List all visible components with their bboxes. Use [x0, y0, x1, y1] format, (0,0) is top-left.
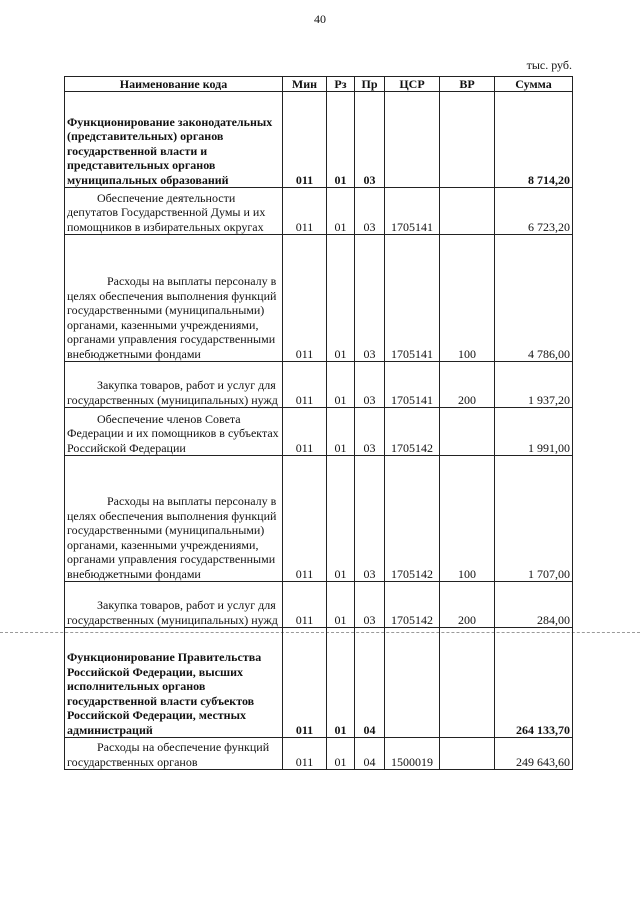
table-row [65, 456, 573, 582]
row-csr: 1705142 [385, 408, 440, 456]
row-rz: 01 [327, 582, 355, 628]
row-vr [440, 408, 495, 456]
row-name: Расходы на выплаты персоналу в целях обеспечения выполнения функций государственными (муниципальными) органами, казенными учреждениями, органами управления государственными внебюджетными фондами [65, 456, 283, 582]
row-vr: 200 [440, 582, 495, 628]
row-min: 011 [283, 188, 327, 235]
row-rz: 01 [327, 408, 355, 456]
row-sum: 1 707,00 [495, 456, 573, 582]
row-vr: 200 [440, 362, 495, 408]
row-rz: 01 [327, 235, 355, 362]
budget-table [64, 76, 573, 770]
row-vr [440, 738, 495, 770]
row-csr [385, 92, 440, 188]
header-rz: Рз [327, 77, 355, 92]
row-sum: 8 714,20 [495, 92, 573, 188]
row-rz: 01 [327, 362, 355, 408]
page-number: 40 [314, 12, 326, 26]
row-sum: 264 133,70 [495, 628, 573, 738]
row-name: Расходы на обеспечение функций государственных органов [65, 738, 283, 770]
row-sum: 1 937,20 [495, 362, 573, 408]
row-csr: 1500019 [385, 738, 440, 770]
row-name: Функционирование законодательных (представительных) органов государственной власти и представительных органов муниципальных образований [65, 92, 283, 188]
header-pr: Пр [355, 77, 385, 92]
row-min: 011 [283, 408, 327, 456]
row-name: Расходы на выплаты персоналу в целях обеспечения выполнения функций государственными (муниципальными) органами, казенными учреждениями, органами управления государственными внебюджетными фондами [65, 235, 283, 362]
row-vr: 100 [440, 235, 495, 362]
row-rz: 01 [327, 456, 355, 582]
table-row [65, 362, 573, 408]
row-pr: 04 [355, 738, 385, 770]
header-sum: Сумма [495, 77, 573, 92]
row-sum: 249 643,60 [495, 738, 573, 770]
row-min: 011 [283, 738, 327, 770]
header-csr: ЦСР [385, 77, 440, 92]
row-rz: 01 [327, 738, 355, 770]
table-row [65, 92, 573, 188]
row-vr [440, 92, 495, 188]
table-row [65, 628, 573, 738]
row-pr: 03 [355, 92, 385, 188]
row-vr: 100 [440, 456, 495, 582]
row-pr: 03 [355, 188, 385, 235]
row-csr: 1705141 [385, 362, 440, 408]
row-min: 011 [283, 628, 327, 738]
table-row [65, 408, 573, 456]
table-row [65, 582, 573, 628]
row-csr: 1705141 [385, 235, 440, 362]
row-name: Обеспечение деятельности депутатов Государственной Думы и их помощников в избирательных округах [65, 188, 283, 235]
row-name: Закупка товаров, работ и услуг для государственных (муниципальных) нужд [65, 582, 283, 628]
row-csr: 1705142 [385, 582, 440, 628]
row-name: Закупка товаров, работ и услуг для государственных (муниципальных) нужд [65, 362, 283, 408]
table-row [65, 188, 573, 235]
row-vr [440, 628, 495, 738]
table-header-row [65, 77, 573, 92]
row-rz: 01 [327, 92, 355, 188]
row-vr [440, 188, 495, 235]
row-pr: 03 [355, 456, 385, 582]
row-csr [385, 628, 440, 738]
row-pr: 03 [355, 408, 385, 456]
table-row [65, 738, 573, 770]
row-pr: 03 [355, 582, 385, 628]
table-row [65, 235, 573, 362]
row-name: Функционирование Правительства Российской Федерации, высших исполнительных органов государственной власти субъектов Российской Федерации, местных администраций [65, 628, 283, 738]
row-min: 011 [283, 582, 327, 628]
row-sum: 284,00 [495, 582, 573, 628]
row-name: Обеспечение членов Совета Федерации и их помощников в субъектах Российской Федерации [65, 408, 283, 456]
row-sum: 6 723,20 [495, 188, 573, 235]
row-min: 011 [283, 362, 327, 408]
row-sum: 1 991,00 [495, 408, 573, 456]
unit-label: тыс. руб. [526, 58, 572, 72]
header-name: Наименование кода [65, 77, 283, 92]
row-pr: 03 [355, 235, 385, 362]
header-min: Мин [283, 77, 327, 92]
row-min: 011 [283, 456, 327, 582]
header-vr: ВР [440, 77, 495, 92]
row-rz: 01 [327, 628, 355, 738]
row-pr: 03 [355, 362, 385, 408]
row-rz: 01 [327, 188, 355, 235]
row-sum: 4 786,00 [495, 235, 573, 362]
row-min: 011 [283, 235, 327, 362]
row-csr: 1705141 [385, 188, 440, 235]
row-min: 011 [283, 92, 327, 188]
row-csr: 1705142 [385, 456, 440, 582]
row-pr: 04 [355, 628, 385, 738]
